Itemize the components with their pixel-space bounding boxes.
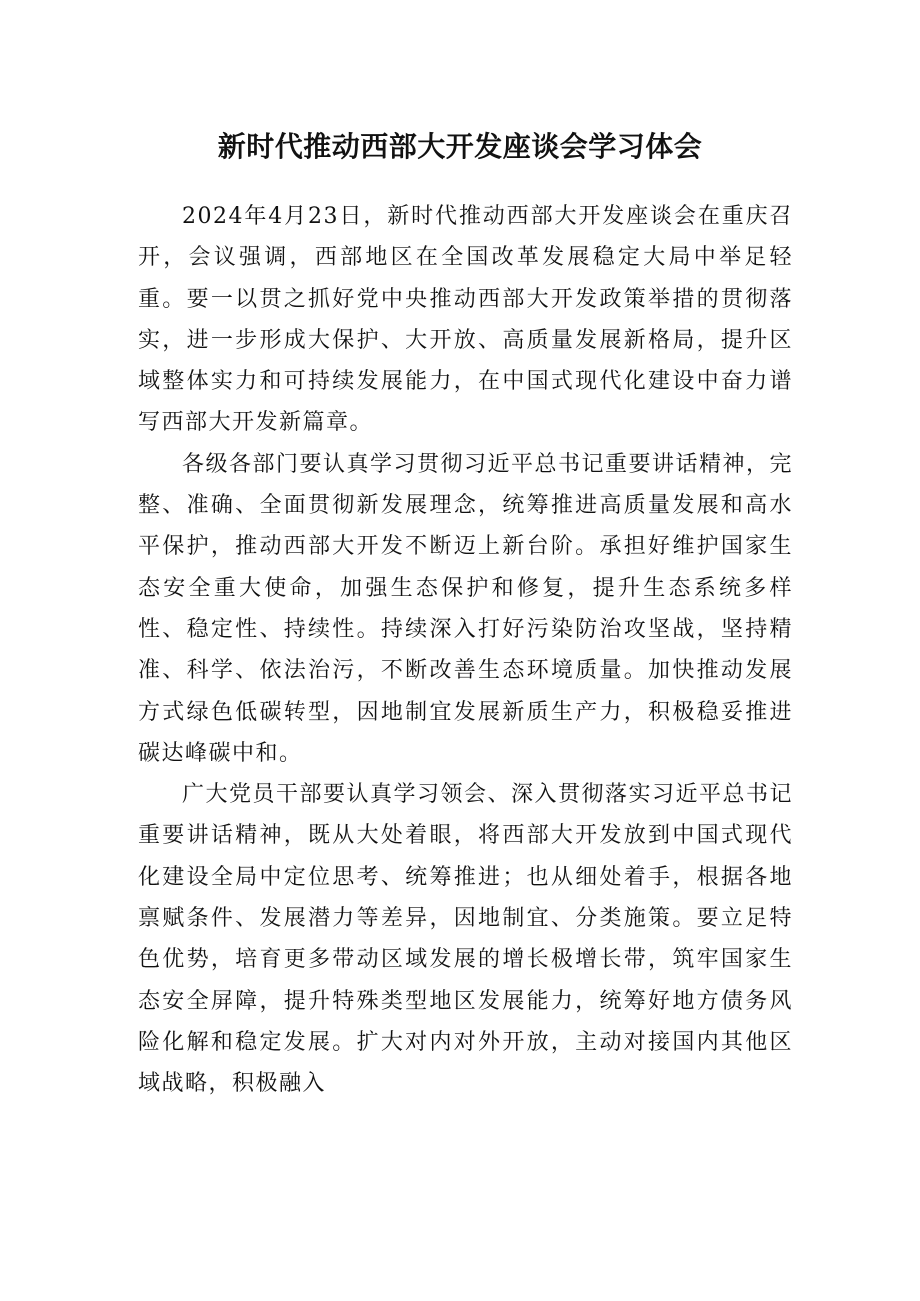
document-body: [138, 196, 793, 1105]
paragraph-3: 广大党员干部要认真学习领会、深入贯彻落实习近平总书记重要讲话精神，既从大处着眼，将西部大开发放到中国式现代化建设全局中定位思考、统筹推进；也从细处着手，根据各地禀赋条件、发展潜力等差异，因地制宜、分类施策。要立足特色优势，培育更多带动区域发展的增长极增长带，筑牢国家生态安全屏障，提升特殊类型地区发展能力，统筹好地方债务风险化解和稳定发展。扩大对内对外开放，主动对接国内其他区域战略，积极融入: [138, 782, 794, 1097]
document-title: 新时代推动西部大开发座谈会学习体会: [217, 129, 703, 163]
paragraph-1: 2024年4月23日，新时代推动西部大开发座谈会在重庆召开，会议强调，西部地区在全国改革发展稳定大局中举足轻重。要一以贯之抓好党中央推动西部大开发政策举措的贯彻落实，进一步形成大保护、大开放、高质量发展新格局，提升区域整体实力和可持续发展能力，在中国式现代化建设中奋力谱写西部大开发新篇章。: [138, 204, 793, 436]
paragraph-2: 各级各部门要认真学习贯彻习近平总书记重要讲话精神，完整、准确、全面贯彻新发展理念，统筹推进高质量发展和高水平保护，推动西部大开发不断迈上新台阶。承担好维护国家生态安全重大使命，加强生态保护和修复，提升生态系统多样性、稳定性、持续性。持续深入打好污染防治攻坚战，坚持精准、科学、依法治污，不断改善生态环境质量。加快推动发展方式绿色低碳转型，因地制宜发展新质生产力，积极稳妥推进碳达峰碳中和。: [138, 451, 794, 766]
